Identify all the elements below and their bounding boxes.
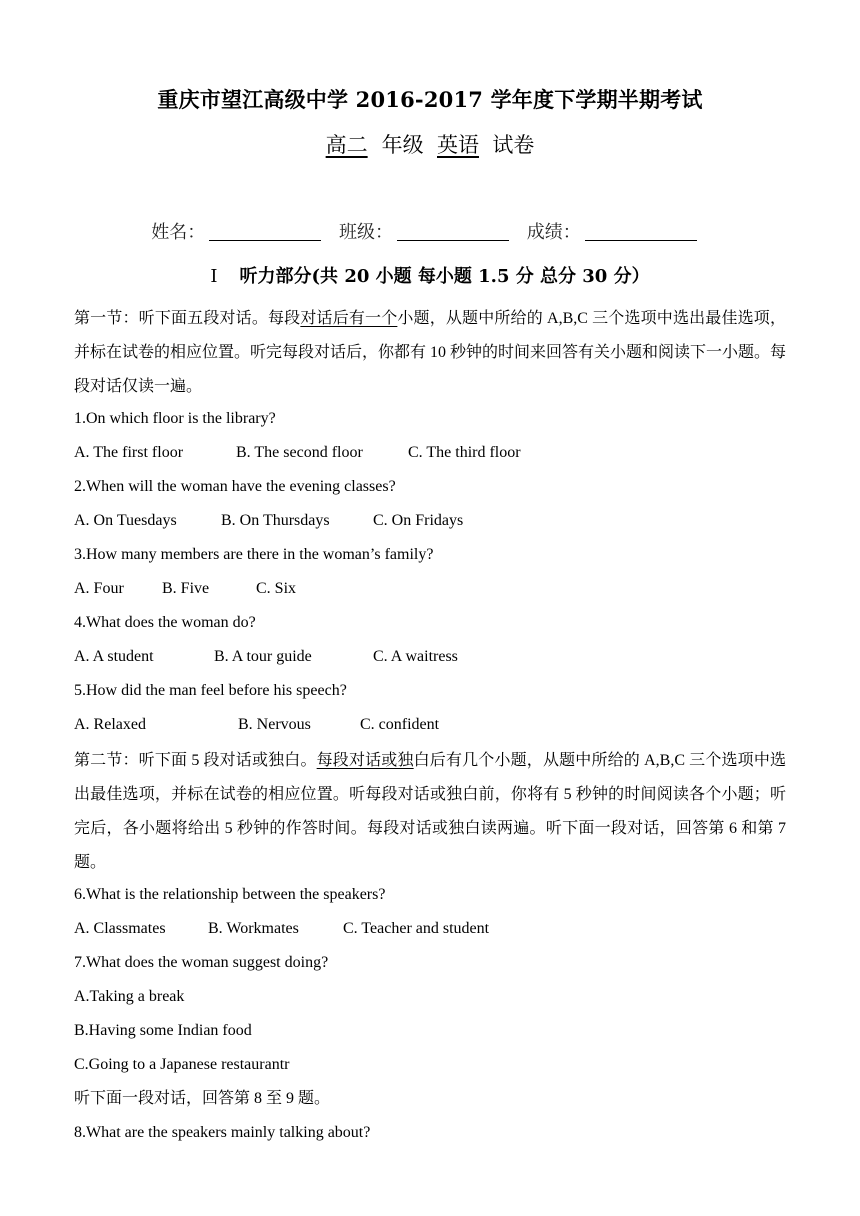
- subject-value: 英语: [437, 133, 479, 157]
- section-heading-listening: [0, 262, 860, 288]
- question-3-options: [74, 574, 786, 608]
- question-5: 5.How did the man feel before his speech?: [74, 682, 347, 699]
- class-label: 班级：: [339, 222, 393, 243]
- option-c[interactable]: C. Six: [256, 580, 297, 597]
- section-title: 听力部分(共 20 小题 每小题 1.5 分 总分 30 分）: [239, 266, 650, 287]
- name-label: 姓名：: [151, 222, 206, 243]
- option-a[interactable]: A.Taking a break: [74, 988, 185, 1005]
- option-a[interactable]: A. Relaxed: [74, 716, 146, 733]
- section-numeral: Ⅰ: [210, 266, 218, 287]
- question-4: 4.What does the woman do?: [74, 614, 256, 631]
- option-b[interactable]: B. Five: [162, 580, 210, 597]
- option-b[interactable]: B. Nervous: [238, 716, 311, 733]
- option-b[interactable]: B. Workmates: [208, 920, 299, 937]
- option-c[interactable]: C. Teacher and student: [343, 920, 490, 937]
- part2-instructions: [74, 744, 786, 880]
- part2-intro-text: 第二节：听下面 5 段对话或独白。: [74, 752, 317, 769]
- question-1-options: [74, 438, 786, 472]
- option-a[interactable]: A. The first floor: [74, 444, 184, 461]
- part2-intro-rest: 白后有几个小题，从题中所给的 A,B,C 三个选项中选出最佳选项，并标在试卷的相应位置。听每段对话或独白前，你将有 5 秒钟的时间阅读各个小题；听完后，各小题将给出 5 秒钟的作答时间。每段对话或独白读两遍。听下面一段对话，回答第 6 和第 7 题。: [74, 752, 786, 871]
- question-5-options: [74, 710, 786, 744]
- part1-instructions: [74, 302, 786, 404]
- grade-value: 高二: [325, 133, 368, 157]
- option-c[interactable]: C. The third floor: [408, 444, 521, 461]
- paper-label: 试卷: [492, 133, 535, 157]
- question-6: 6.What is the relationship between the speakers?: [74, 886, 386, 903]
- option-a[interactable]: A. Four: [74, 580, 124, 597]
- question-2-options: [74, 506, 786, 540]
- question-6-options: [74, 914, 786, 948]
- option-a[interactable]: A. Classmates: [74, 920, 166, 937]
- option-b[interactable]: B. On Thursdays: [221, 512, 330, 529]
- option-c[interactable]: C. confident: [360, 716, 440, 733]
- class-blank[interactable]: [397, 220, 509, 241]
- score-blank[interactable]: [585, 220, 697, 241]
- option-c[interactable]: C. On Fridays: [373, 512, 464, 529]
- question-8: 8.What are the speakers mainly talking about?: [74, 1124, 371, 1141]
- question-1: 1.On which floor is the library?: [74, 410, 276, 427]
- dialog-intro: 听下面一段对话，回答第 8 至 9 题。: [74, 1090, 331, 1107]
- question-7: 7.What does the woman suggest doing?: [74, 954, 329, 971]
- exam-body: [74, 302, 786, 1152]
- question-2: 2.When will the woman have the evening classes?: [74, 478, 396, 495]
- score-label: 成绩：: [526, 222, 581, 243]
- question-4-options: [74, 642, 786, 676]
- exam-subtitle: [0, 129, 860, 159]
- option-a[interactable]: A. On Tuesdays: [74, 512, 177, 529]
- option-b[interactable]: B. The second floor: [236, 444, 363, 461]
- option-c[interactable]: C. A waitress: [373, 648, 458, 665]
- part2-intro-underlined: 每段对话或独: [316, 752, 414, 769]
- exam-title: 重庆市望江高级中学 2016-2017 学年度下学期半期考试: [157, 87, 703, 112]
- question-3: 3.How many members are there in the woman’s family?: [74, 546, 434, 563]
- name-blank[interactable]: [209, 220, 321, 241]
- option-c[interactable]: C.Going to a Japanese restaurantr: [74, 1056, 290, 1073]
- option-b[interactable]: B. A tour guide: [214, 648, 312, 665]
- part1-intro-rest: 小题，从题中所给的 A,B,C 三个选项中选出最佳选项，并标在试卷的相应位置。听完每段对话后，你都有 10 秒钟的时间来回答有关小题和阅读下一小题。每段对话仅读一遍。: [74, 310, 787, 395]
- student-info-fields: [0, 218, 860, 244]
- option-a[interactable]: A. A student: [74, 648, 154, 665]
- option-b[interactable]: B.Having some Indian food: [74, 1022, 252, 1039]
- grade-suffix: 年级: [381, 133, 424, 157]
- part1-intro-underlined: 对话后有一个: [300, 310, 398, 327]
- part1-intro-text: 第一节：听下面五段对话。每段: [74, 310, 301, 327]
